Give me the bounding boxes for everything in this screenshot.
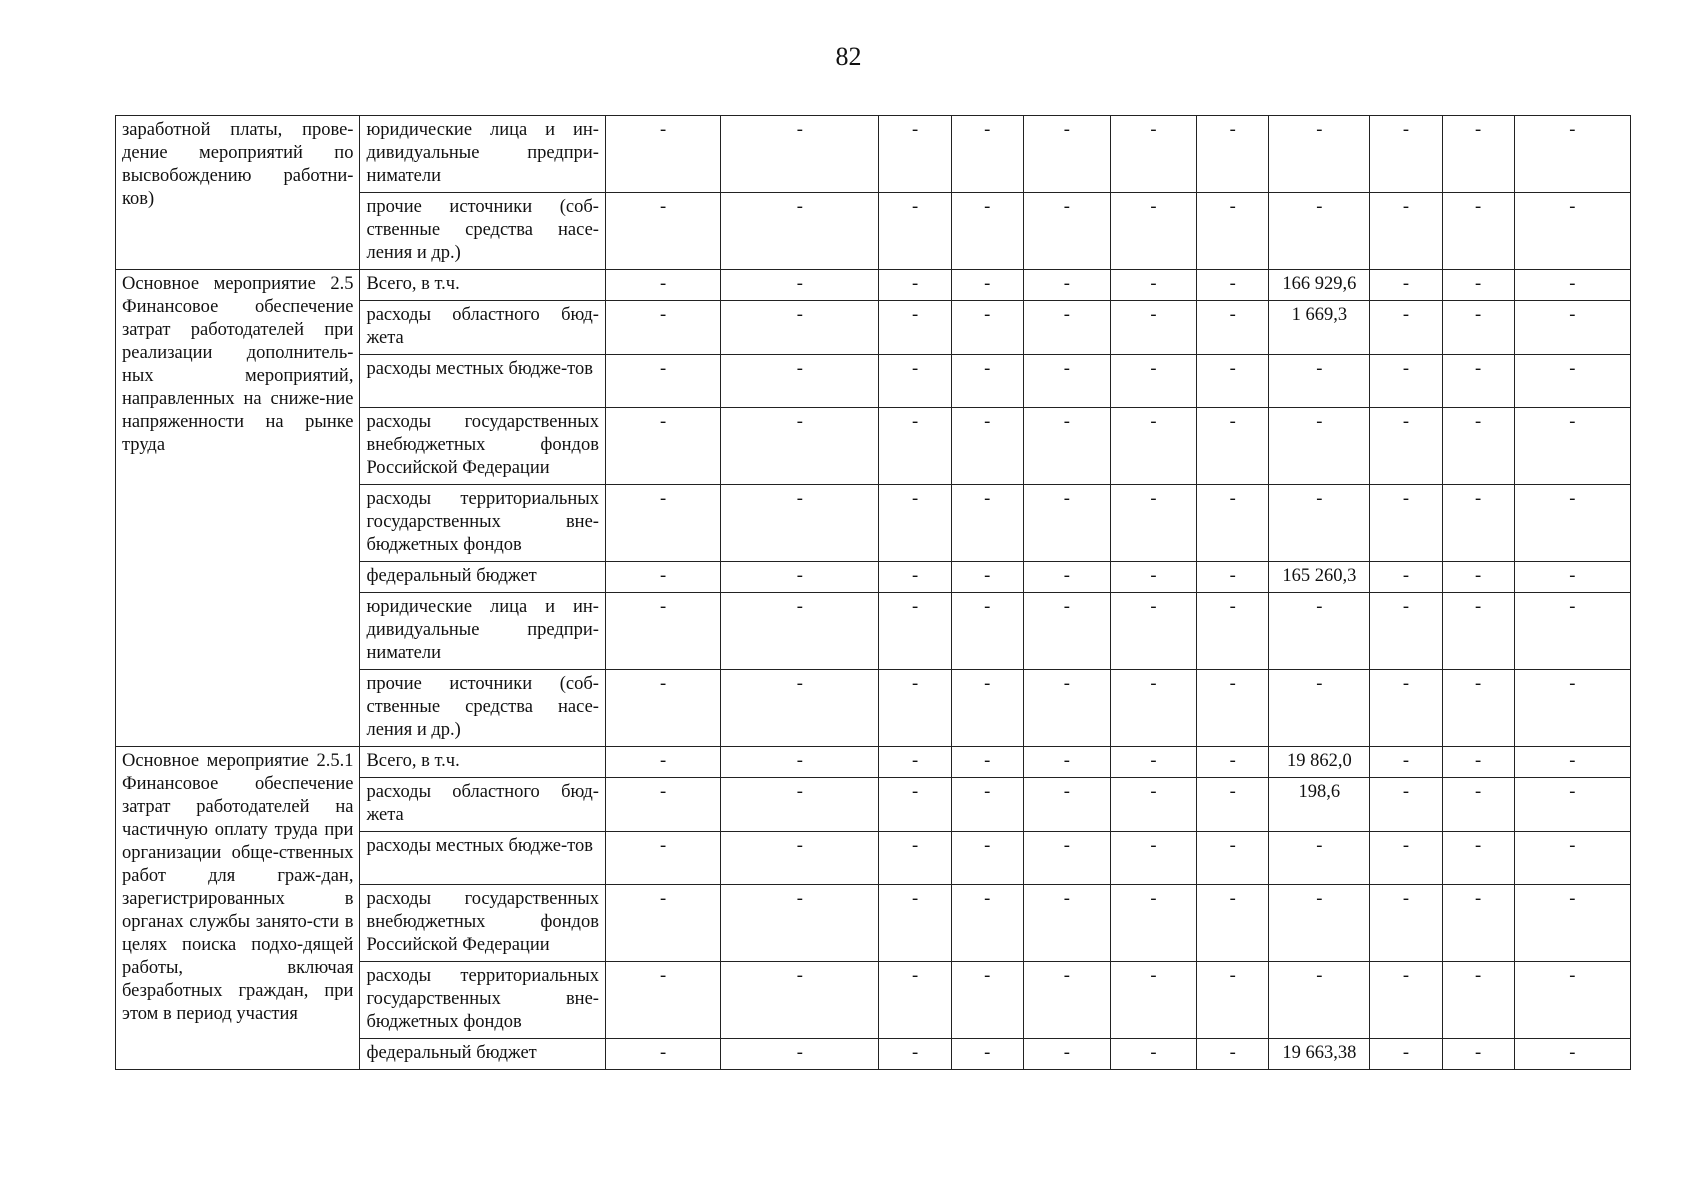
value-cell: - xyxy=(1514,355,1630,408)
value-cell: - xyxy=(605,562,720,593)
value-cell: - xyxy=(605,270,720,301)
value-cell: - xyxy=(721,593,879,670)
value-cell: - xyxy=(1269,593,1370,670)
funding-source-cell: расходы территориальных государственных вне-бюджетных фондов xyxy=(360,485,605,562)
funding-source-cell: расходы местных бюдже-тов xyxy=(360,832,605,885)
funding-source-cell: Всего, в т.ч. xyxy=(360,747,605,778)
table-row xyxy=(116,270,1631,301)
value-cell: - xyxy=(1514,670,1630,747)
value-cell: - xyxy=(1023,885,1110,962)
funding-source-cell: расходы государственных внебюджетных фондов Российской Федерации xyxy=(360,408,605,485)
value-cell: - xyxy=(721,885,879,962)
value-cell: - xyxy=(879,832,951,885)
value-cell: - xyxy=(1023,1039,1110,1070)
value-cell: - xyxy=(1442,270,1514,301)
budget-table xyxy=(115,115,1631,1070)
value-cell: - xyxy=(1514,301,1630,355)
value-cell: - xyxy=(721,670,879,747)
value-cell: - xyxy=(879,593,951,670)
value-cell: - xyxy=(1197,193,1269,270)
value-cell: - xyxy=(1110,962,1196,1039)
value-cell: - xyxy=(721,270,879,301)
value-cell: - xyxy=(1370,885,1442,962)
value-cell: - xyxy=(1197,562,1269,593)
value-cell: - xyxy=(1023,301,1110,355)
funding-source-cell: федеральный бюджет xyxy=(360,1039,605,1070)
value-cell: - xyxy=(605,962,720,1039)
value-cell: - xyxy=(721,962,879,1039)
value-cell: - xyxy=(951,270,1023,301)
value-cell: - xyxy=(1110,116,1196,193)
value-cell: - xyxy=(1269,116,1370,193)
value-cell: - xyxy=(1110,408,1196,485)
value-cell: - xyxy=(721,485,879,562)
value-cell: - xyxy=(605,193,720,270)
value-cell: - xyxy=(1370,1039,1442,1070)
value-cell: - xyxy=(1197,832,1269,885)
value-cell: - xyxy=(721,562,879,593)
value-cell: - xyxy=(879,408,951,485)
value-cell: - xyxy=(605,747,720,778)
value-cell: - xyxy=(721,778,879,832)
value-cell: - xyxy=(1269,193,1370,270)
value-cell: 165 260,3 xyxy=(1269,562,1370,593)
value-cell: - xyxy=(879,116,951,193)
value-cell: - xyxy=(1269,408,1370,485)
value-cell: - xyxy=(1023,670,1110,747)
value-cell: - xyxy=(605,485,720,562)
value-cell: - xyxy=(721,116,879,193)
value-cell: - xyxy=(1023,778,1110,832)
value-cell: - xyxy=(1110,747,1196,778)
funding-source-cell: Всего, в т.ч. xyxy=(360,270,605,301)
funding-source-cell: федеральный бюджет xyxy=(360,562,605,593)
value-cell: - xyxy=(1370,593,1442,670)
value-cell: - xyxy=(605,593,720,670)
value-cell: 198,6 xyxy=(1269,778,1370,832)
value-cell: - xyxy=(1110,1039,1196,1070)
value-cell: - xyxy=(1514,562,1630,593)
value-cell: - xyxy=(1023,962,1110,1039)
value-cell: - xyxy=(1370,778,1442,832)
value-cell: - xyxy=(951,116,1023,193)
value-cell: - xyxy=(1370,832,1442,885)
value-cell: - xyxy=(1269,485,1370,562)
value-cell: - xyxy=(1442,1039,1514,1070)
value-cell: 19 663,38 xyxy=(1269,1039,1370,1070)
value-cell: - xyxy=(879,270,951,301)
value-cell: - xyxy=(879,301,951,355)
value-cell: - xyxy=(1442,485,1514,562)
value-cell: - xyxy=(1023,832,1110,885)
value-cell: - xyxy=(1110,301,1196,355)
page-number: 82 xyxy=(835,42,862,71)
event-cell: Основное мероприятие 2.5 Финансовое обеспечение затрат работодателей при реализации дополнитель-ных мероприятий, направленных на сниже-ние напряженности на рынке труда xyxy=(116,270,360,747)
value-cell: - xyxy=(721,1039,879,1070)
value-cell: - xyxy=(1023,593,1110,670)
value-cell: - xyxy=(1370,670,1442,747)
value-cell: - xyxy=(1197,355,1269,408)
value-cell: - xyxy=(1370,116,1442,193)
funding-source-cell: расходы государственных внебюджетных фондов Российской Федерации xyxy=(360,885,605,962)
value-cell: - xyxy=(1442,778,1514,832)
value-cell: - xyxy=(951,670,1023,747)
value-cell: - xyxy=(1514,116,1630,193)
value-cell: - xyxy=(1442,747,1514,778)
value-cell: - xyxy=(1514,962,1630,1039)
funding-source-cell: прочие источники (соб-ственные средства насе-ления и др.) xyxy=(360,670,605,747)
value-cell: - xyxy=(879,562,951,593)
value-cell: - xyxy=(1110,778,1196,832)
value-cell: - xyxy=(951,778,1023,832)
value-cell: - xyxy=(1514,408,1630,485)
value-cell: - xyxy=(1269,832,1370,885)
event-cell: заработной платы, прове-дение мероприятий по высвобождению работни-ков) xyxy=(116,116,360,270)
value-cell: - xyxy=(605,670,720,747)
value-cell: - xyxy=(879,885,951,962)
value-cell: - xyxy=(951,355,1023,408)
value-cell: - xyxy=(1442,193,1514,270)
value-cell: - xyxy=(1269,670,1370,747)
value-cell: - xyxy=(879,747,951,778)
value-cell: - xyxy=(1442,355,1514,408)
value-cell: - xyxy=(721,355,879,408)
value-cell: - xyxy=(1514,270,1630,301)
value-cell: - xyxy=(1110,593,1196,670)
value-cell: - xyxy=(1514,885,1630,962)
value-cell: - xyxy=(1514,193,1630,270)
value-cell: - xyxy=(605,832,720,885)
value-cell: 19 862,0 xyxy=(1269,747,1370,778)
value-cell: - xyxy=(1023,747,1110,778)
value-cell: - xyxy=(1023,270,1110,301)
value-cell: 166 929,6 xyxy=(1269,270,1370,301)
value-cell: - xyxy=(605,408,720,485)
value-cell: - xyxy=(879,193,951,270)
value-cell: - xyxy=(951,593,1023,670)
value-cell: - xyxy=(951,301,1023,355)
funding-source-cell: юридические лица и ин-дивидуальные предпри-ниматели xyxy=(360,593,605,670)
value-cell: - xyxy=(1514,778,1630,832)
value-cell: - xyxy=(1197,593,1269,670)
value-cell: - xyxy=(1197,1039,1269,1070)
value-cell: - xyxy=(879,962,951,1039)
value-cell: - xyxy=(1110,193,1196,270)
value-cell: - xyxy=(1370,270,1442,301)
value-cell: - xyxy=(951,562,1023,593)
value-cell: - xyxy=(1023,408,1110,485)
value-cell: - xyxy=(1442,301,1514,355)
value-cell: - xyxy=(1110,832,1196,885)
value-cell: - xyxy=(1197,408,1269,485)
table-row xyxy=(116,747,1631,778)
value-cell: - xyxy=(1023,355,1110,408)
value-cell: - xyxy=(1023,116,1110,193)
funding-source-cell: расходы местных бюдже-тов xyxy=(360,355,605,408)
value-cell: - xyxy=(1110,355,1196,408)
value-cell: - xyxy=(1370,408,1442,485)
value-cell: - xyxy=(951,408,1023,485)
value-cell: - xyxy=(605,301,720,355)
value-cell: - xyxy=(1442,832,1514,885)
value-cell: - xyxy=(721,747,879,778)
value-cell: - xyxy=(1110,885,1196,962)
table-row xyxy=(116,116,1631,193)
value-cell: - xyxy=(605,1039,720,1070)
value-cell: - xyxy=(1514,1039,1630,1070)
value-cell: - xyxy=(1442,593,1514,670)
funding-source-cell: прочие источники (соб-ственные средства насе-ления и др.) xyxy=(360,193,605,270)
value-cell: - xyxy=(951,962,1023,1039)
value-cell: - xyxy=(1442,562,1514,593)
value-cell: - xyxy=(1110,485,1196,562)
value-cell: - xyxy=(1442,116,1514,193)
value-cell: - xyxy=(951,885,1023,962)
value-cell: - xyxy=(1197,270,1269,301)
funding-source-cell: расходы территориальных государственных вне-бюджетных фондов xyxy=(360,962,605,1039)
value-cell: - xyxy=(1110,270,1196,301)
value-cell: - xyxy=(1514,832,1630,885)
value-cell: - xyxy=(951,1039,1023,1070)
funding-source-cell: расходы областного бюд-жета xyxy=(360,778,605,832)
value-cell: - xyxy=(1370,747,1442,778)
value-cell: - xyxy=(879,485,951,562)
value-cell: - xyxy=(951,193,1023,270)
value-cell: - xyxy=(1514,485,1630,562)
funding-source-cell: расходы областного бюд-жета xyxy=(360,301,605,355)
value-cell: - xyxy=(1023,562,1110,593)
value-cell: - xyxy=(951,832,1023,885)
value-cell: - xyxy=(1197,670,1269,747)
value-cell: - xyxy=(879,355,951,408)
value-cell: - xyxy=(1370,355,1442,408)
value-cell: - xyxy=(721,832,879,885)
value-cell: - xyxy=(1197,116,1269,193)
value-cell: - xyxy=(721,408,879,485)
value-cell: - xyxy=(1269,962,1370,1039)
value-cell: - xyxy=(1269,355,1370,408)
value-cell: - xyxy=(1197,747,1269,778)
value-cell: - xyxy=(1197,962,1269,1039)
value-cell: - xyxy=(1197,885,1269,962)
value-cell: - xyxy=(1370,562,1442,593)
value-cell: - xyxy=(1514,747,1630,778)
value-cell: - xyxy=(1023,485,1110,562)
value-cell: - xyxy=(1514,593,1630,670)
value-cell: - xyxy=(951,485,1023,562)
value-cell: - xyxy=(721,301,879,355)
value-cell: - xyxy=(1442,962,1514,1039)
value-cell: - xyxy=(1370,962,1442,1039)
value-cell: - xyxy=(605,778,720,832)
value-cell: - xyxy=(1269,885,1370,962)
value-cell: - xyxy=(721,193,879,270)
event-cell: Основное мероприятие 2.5.1 Финансовое обеспечение затрат работодателей на частичную оплату труда при организации обще-ственных работ для граж-дан, зарегистрированных в органах службы занято-сти в целях поиска подхо-дящей работы, включая безработных граждан, при этом в период участия xyxy=(116,747,360,1070)
value-cell: - xyxy=(1370,301,1442,355)
value-cell: - xyxy=(879,1039,951,1070)
value-cell: - xyxy=(1197,485,1269,562)
funding-source-cell: юридические лица и ин-дивидуальные предпри-ниматели xyxy=(360,116,605,193)
value-cell: - xyxy=(1442,670,1514,747)
value-cell: - xyxy=(951,747,1023,778)
value-cell: - xyxy=(879,778,951,832)
value-cell: - xyxy=(1370,485,1442,562)
value-cell: - xyxy=(1110,670,1196,747)
value-cell: - xyxy=(1197,301,1269,355)
value-cell: - xyxy=(605,116,720,193)
value-cell: - xyxy=(605,355,720,408)
value-cell: - xyxy=(1442,885,1514,962)
value-cell: - xyxy=(1370,193,1442,270)
value-cell: 1 669,3 xyxy=(1269,301,1370,355)
value-cell: - xyxy=(1442,408,1514,485)
value-cell: - xyxy=(1023,193,1110,270)
value-cell: - xyxy=(1197,778,1269,832)
value-cell: - xyxy=(879,670,951,747)
value-cell: - xyxy=(1110,562,1196,593)
value-cell: - xyxy=(605,885,720,962)
